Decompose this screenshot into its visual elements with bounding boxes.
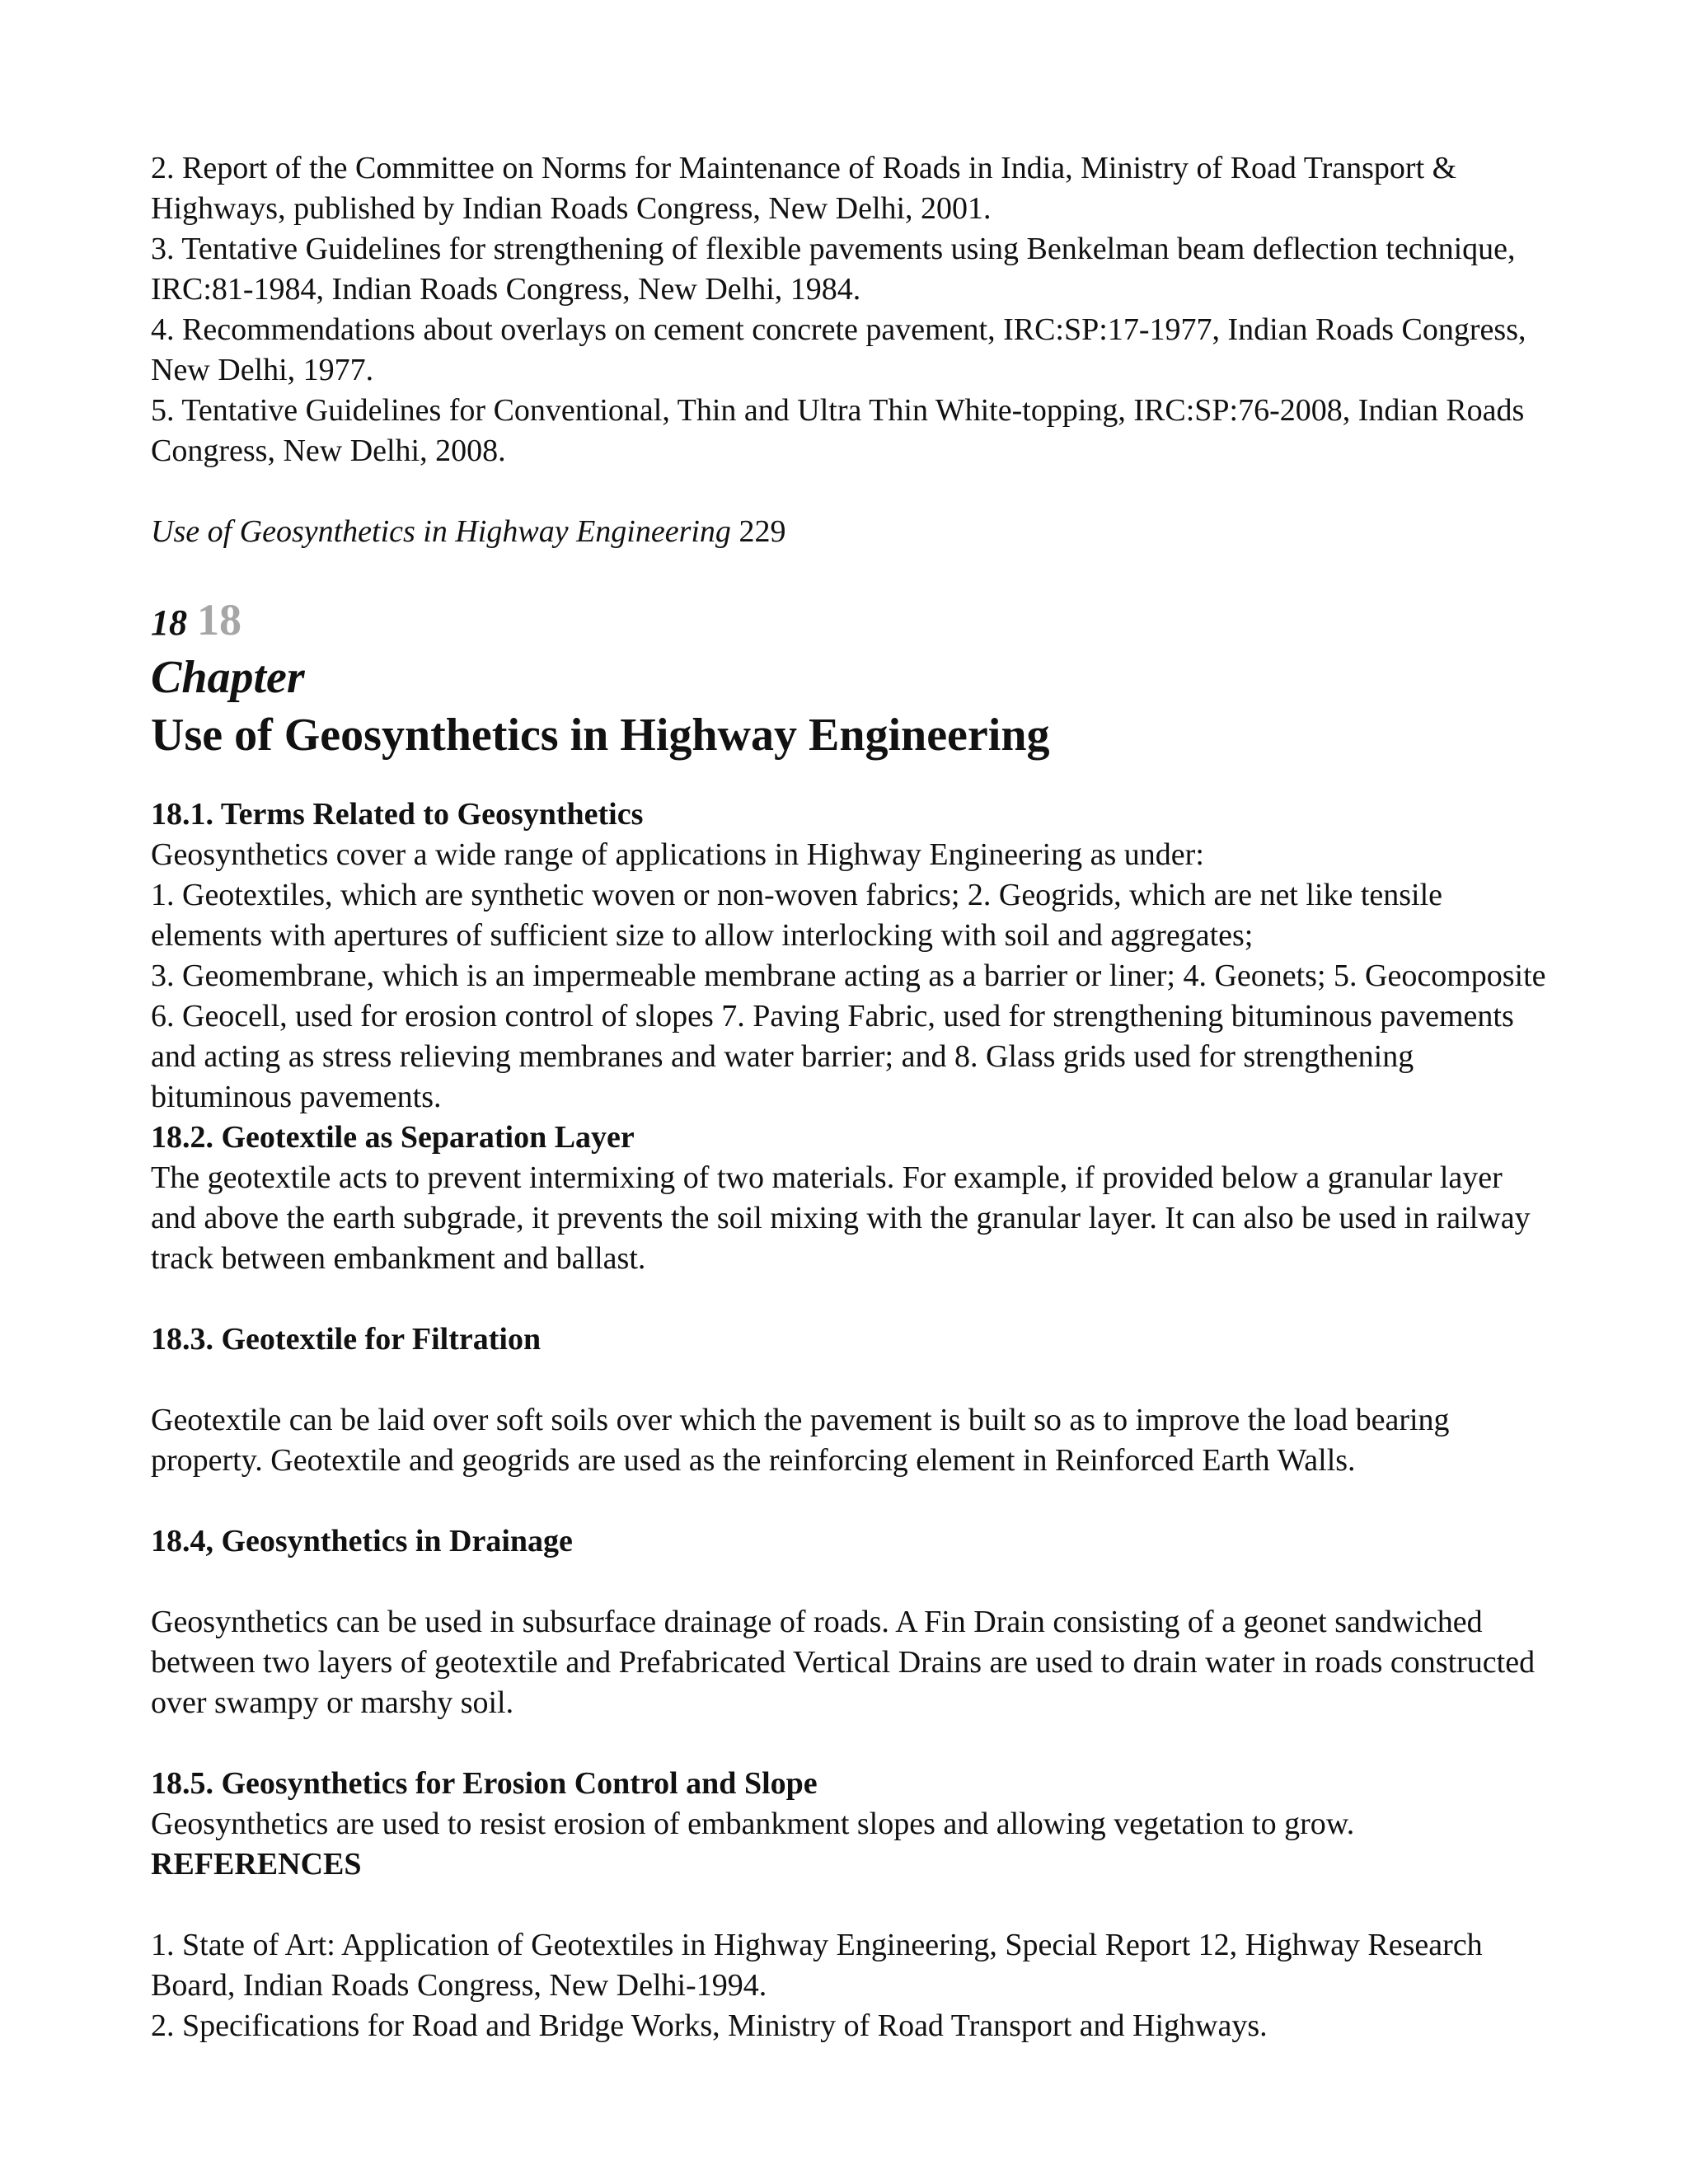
chapter-number <box>151 590 1552 649</box>
chapter-number-italic: 18 <box>151 602 187 643</box>
section-18-4-text: Geosynthetics can be used in subsurface drainage of roads. A Fin Drain consisting of a geonet sandwiched between two layers of geotextile and Prefabricated Vertical Drains are used to drain water in roads constructed over swampy or marshy soil. <box>151 1605 1536 1720</box>
spacer <box>151 471 1552 512</box>
chapter-title: Use of Geosynthetics in Highway Engineering <box>151 710 1050 761</box>
chapter-number-gray: 18 <box>197 595 241 644</box>
section-18-1-text: 1. Geotextiles, which are synthetic woven or non-woven fabrics; 2. Geogrids, which are net like tensile elements with apertures of sufficient size to allow interlocking with soil and aggregates; <box>151 878 1443 953</box>
reference-item: 1. State of Art: Application of Geotextiles in Highway Engineering, Special Report 12, Highway Research Board, Indian Roads Congress, New Delhi-1994. <box>151 1928 1483 2003</box>
section-heading-18-5: 18.5. Geosynthetics for Erosion Control and Slope <box>151 1766 818 1801</box>
top-reference-item: 4. Recommendations about overlays on cement concrete pavement, IRC:SP:17-1977, Indian Roads Congress, New Delhi, 1977. <box>151 312 1526 387</box>
section-18-1-text: 3. Geomembrane, which is an impermeable membrane acting as a barrier or liner; 4. Geonets; 5. Geocomposite 6. Geocell, used for erosion control of slopes 7. Paving Fabric, used for strengthening bituminous pavements and acting as stress relieving membranes and water barrier; and 8. Glass grids used for strengthening bituminous pavements. <box>151 958 1546 1114</box>
references-heading: REFERENCES <box>151 1847 362 1882</box>
section-18-5-text: Geosynthetics are used to resist erosion of embankment slopes and allowing vegetation to grow. <box>151 1807 1355 1841</box>
spacer <box>151 1481 1552 1521</box>
running-header-title: Use of Geosynthetics in Highway Engineering <box>151 514 731 549</box>
spacer <box>151 1360 1552 1400</box>
spacer <box>151 1885 1552 1925</box>
section-heading-18-4: 18.4, Geosynthetics in Drainage <box>151 1524 573 1558</box>
section-heading-18-2: 18.2. Geotextile as Separation Layer <box>151 1120 635 1155</box>
top-reference-item: 2. Report of the Committee on Norms for Maintenance of Roads in India, Ministry of Road Transport & Highways, published by Indian Roads Congress, New Delhi, 2001. <box>151 151 1457 226</box>
top-reference-item: 5. Tentative Guidelines for Conventional, Thin and Ultra Thin White-topping, IRC:SP:76-2008, Indian Roads Congress, New Delhi, 2008. <box>151 393 1525 468</box>
section-18-3-text: Geotextile can be laid over soft soils over which the pavement is built so as to improve the load bearing property. Geotextile and geogrids are used as the reinforcing element in Reinforced Earth Walls. <box>151 1403 1450 1478</box>
reference-item: 2. Specifications for Road and Bridge Works, Ministry of Road Transport and Highways. <box>151 2008 1268 2043</box>
chapter-label: Chapter <box>151 652 305 703</box>
spacer <box>151 1279 1552 1319</box>
running-header <box>151 512 1552 552</box>
spacer <box>151 1723 1552 1764</box>
running-header-page-number: 229 <box>738 514 786 549</box>
section-18-2-text: The geotextile acts to prevent intermixing of two materials. For example, if provided below a granular layer and above the earth subgrade, it prevents the soil mixing with the granular layer. It can also be used in railway track between embankment and ballast. <box>151 1160 1531 1276</box>
spacer <box>151 1562 1552 1602</box>
top-reference-item: 3. Tentative Guidelines for strengthening of flexible pavements using Benkelman beam deflection technique, IRC:81-1984, Indian Roads Congress, New Delhi, 1984. <box>151 232 1516 307</box>
section-heading-18-1: 18.1. Terms Related to Geosynthetics <box>151 797 644 832</box>
section-heading-18-3: 18.3. Geotextile for Filtration <box>151 1322 542 1357</box>
section-18-1-text: Geosynthetics cover a wide range of applications in Highway Engineering as under: <box>151 837 1204 872</box>
document-page <box>151 148 1552 2046</box>
